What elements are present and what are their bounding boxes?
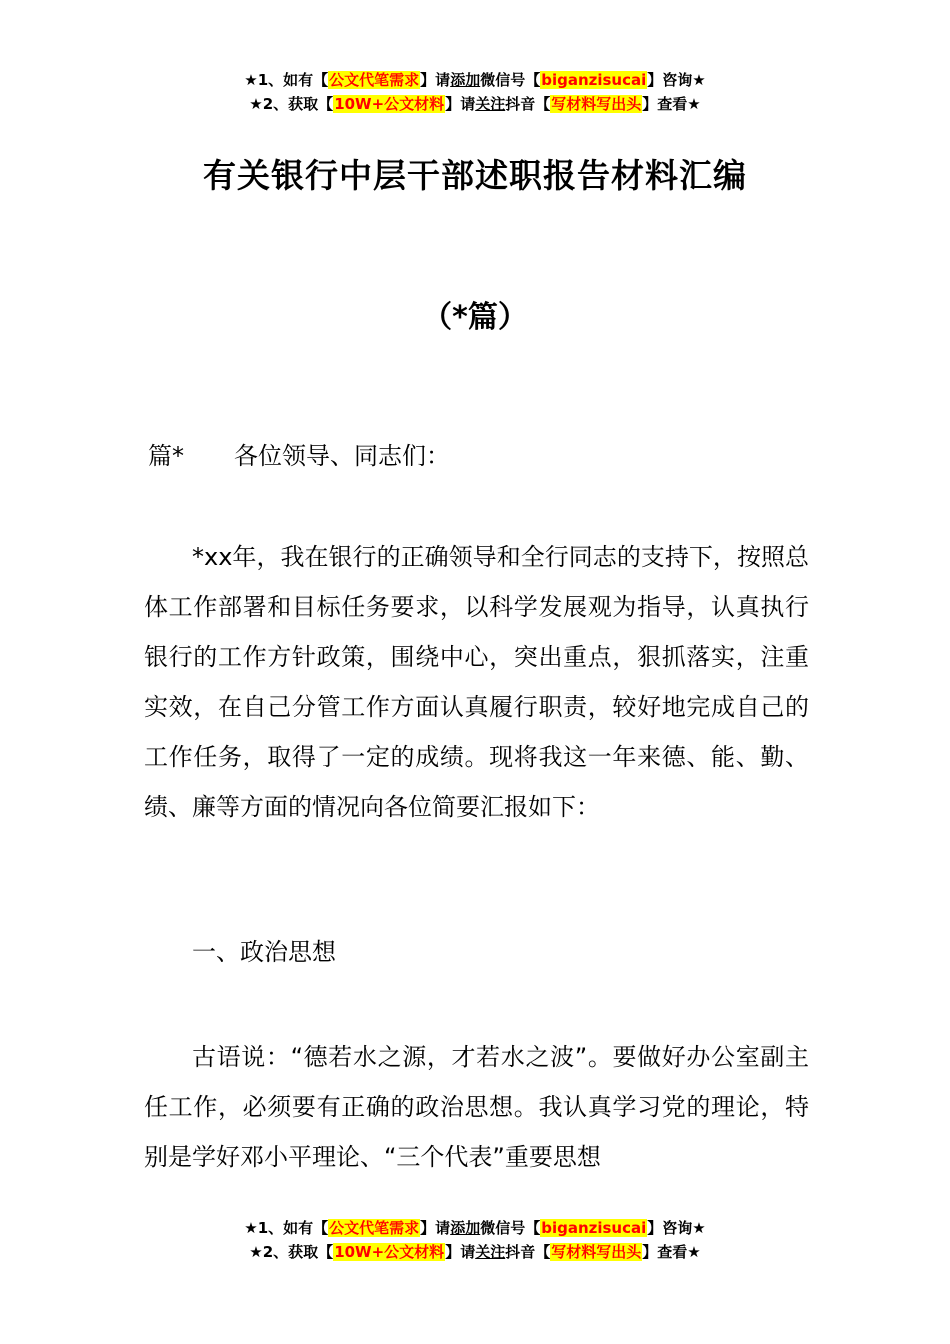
- banner-underlined: 添加: [450, 71, 481, 89]
- banner-highlight: 写材料写出头: [551, 95, 642, 113]
- document-title: 有关银行中层干部述职报告材料汇编: [203, 156, 747, 195]
- banner-highlight: 10W+公文材料: [334, 95, 445, 113]
- banner-underlined: 关注: [475, 95, 506, 113]
- banner-text: 】咨询★: [647, 71, 706, 89]
- banner-highlight: biganzisucai: [541, 71, 647, 89]
- banner-highlight: 10W+公文材料: [334, 1243, 445, 1261]
- greeting-text: 各位领导、同志们：: [234, 442, 450, 470]
- banner-underlined: 添加: [450, 1219, 481, 1237]
- banner-text: ★1、如有【: [244, 71, 329, 89]
- greeting-line: [148, 438, 450, 474]
- banner-highlight: 写材料写出头: [551, 1243, 642, 1261]
- section-heading: 一、政治思想: [192, 938, 336, 966]
- banner-text: 微信号【: [480, 71, 541, 89]
- banner-text: 】请: [420, 1219, 451, 1237]
- banner-text: 微信号【: [480, 1219, 541, 1237]
- document-subtitle: （*篇）: [422, 300, 528, 335]
- banner-text: ★2、获取【: [249, 95, 334, 113]
- banner-text: 】请: [420, 71, 451, 89]
- banner-highlight: biganzisucai: [541, 1219, 647, 1237]
- banner-underlined: 关注: [475, 1243, 506, 1261]
- banner-line-1: [0, 68, 950, 92]
- banner-line-2: [0, 1240, 950, 1264]
- banner-text: 】咨询★: [647, 1219, 706, 1237]
- banner-text: 】查看★: [642, 95, 701, 113]
- top-banner: [0, 68, 950, 116]
- banner-line-2: [0, 92, 950, 116]
- banner-text: ★1、如有【: [244, 1219, 329, 1237]
- section-mark: 篇*: [148, 442, 184, 470]
- banner-text: 】请: [445, 95, 476, 113]
- banner-line-1: [0, 1216, 950, 1240]
- bottom-banner: [0, 1216, 950, 1264]
- banner-highlight: 公文代笔需求: [329, 1219, 420, 1237]
- paragraph-politics: 古语说：“德若水之源，才若水之波”。要做好办公室副主任工作，必须要有正确的政治思想。我认真学习党的理论，特别是学好邓小平理论、“三个代表”重要思想: [144, 1043, 809, 1171]
- banner-text: 抖音【: [505, 1243, 551, 1261]
- paragraph-intro: *xx年，我在银行的正确领导和全行同志的支持下，按照总体工作部署和目标任务要求，以科学发展观为指导，认真执行银行的工作方针政策，围绕中心，突出重点，狠抓落实，注重实效，在自己分管工作方面认真履行职责，较好地完成自己的工作任务，取得了一定的成绩。现将我这一年来德、能、勤、绩、廉等方面的情况向各位简要汇报如下：: [144, 543, 809, 821]
- banner-text: 抖音【: [505, 95, 551, 113]
- banner-text: ★2、获取【: [249, 1243, 334, 1261]
- banner-text: 】查看★: [642, 1243, 701, 1261]
- banner-text: 】请: [445, 1243, 476, 1261]
- banner-highlight: 公文代笔需求: [329, 71, 420, 89]
